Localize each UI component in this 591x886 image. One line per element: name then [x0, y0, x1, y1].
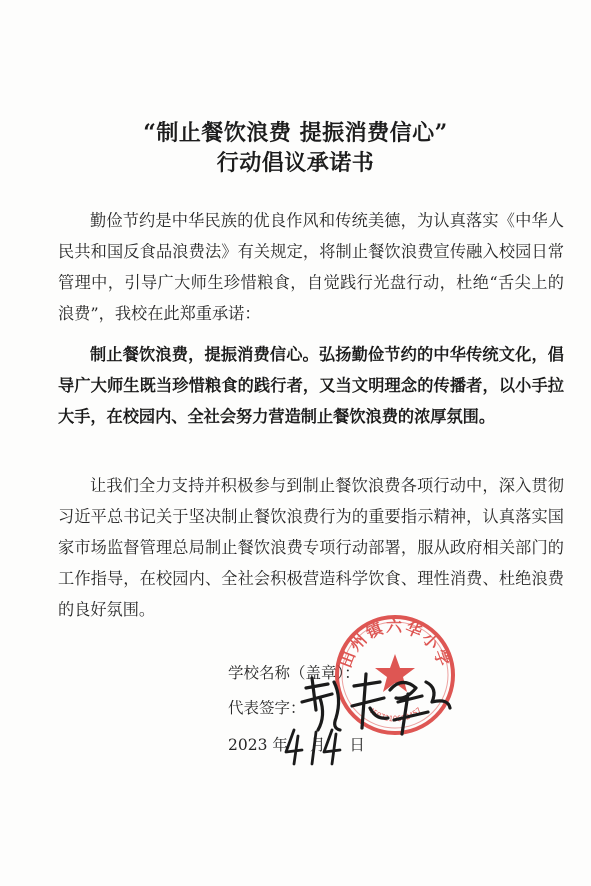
date-month-unit: 月: [309, 736, 326, 754]
paragraph-intro: 勤俭节约是中华民族的优良作风和传统美德，为认真落实《中华人民共和国反食品浪费法》有关规定，将制止餐饮浪费宣传融入校园日常管理中，引导广大师生珍惜粮食，自觉践行光盘行动，杜绝“舌尖上的浪费”，我校在此郑重承诺：: [58, 211, 564, 323]
paragraph-commitment: 制止餐饮浪费，提振消费信心。弘扬勤俭节约的中华传统文化，倡导广大师生既当珍惜粮食的践行者，又当文明理念的传播者，以小手拉大手，在校园内、全社会努力营造制止餐饮浪费的浓厚氛围。: [58, 345, 564, 426]
date-year: 2023 年: [228, 736, 288, 754]
handwritten-date-digits: [282, 724, 344, 768]
svg-text:4507210602457: 4507210602457: [366, 705, 424, 724]
document-title-line1: “制止餐饮浪费 提振消费信心”: [143, 120, 448, 146]
paragraph-call-to-action: 让我们全力支持并积极参与到制止餐饮浪费各项行动中，深入贯彻习近平总书记关于坚决制止餐饮浪费行为的重要指示精神，认真落实国家市场监督管理总局制止餐饮浪费专项行动部署，服从政府相关部门的工作指导，在校园内、全社会积极营造科学饮食、理性消费、杜绝浪费的良好氛围。: [58, 476, 564, 619]
document-title-line2: 行动倡议承诺书: [216, 150, 375, 176]
school-name-label: 学校名称（盖章）：: [228, 664, 360, 682]
date-day-unit: 日: [349, 736, 365, 754]
representative-signature-label: 代表签字：: [228, 699, 306, 717]
svg-text:田州镇六华小学: 田州镇六华小学: [335, 616, 455, 671]
